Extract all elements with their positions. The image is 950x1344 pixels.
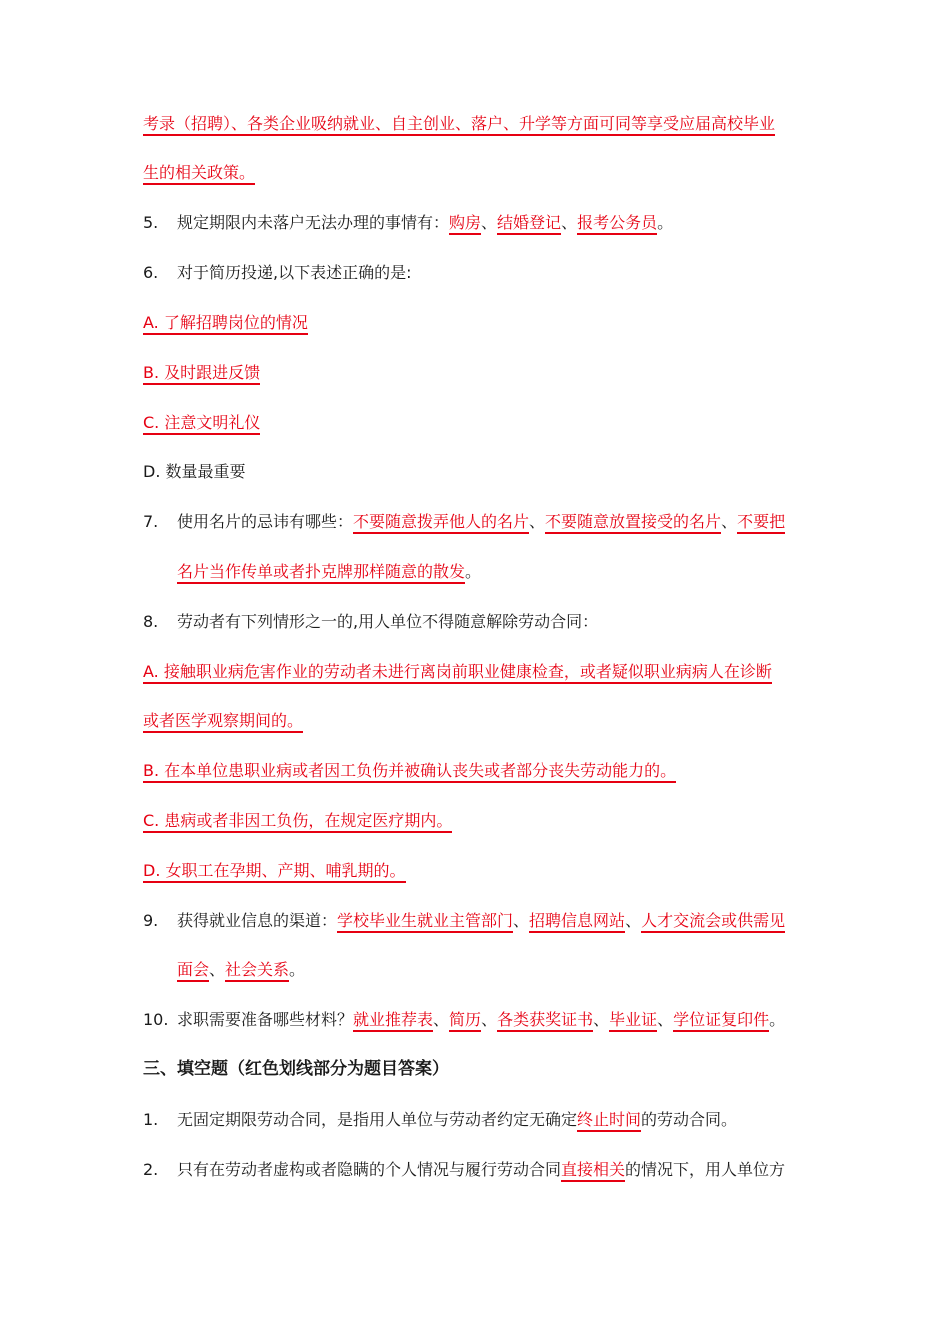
question-8: 8. 劳动者有下列情形之一的,用人单位不得随意解除劳动合同： xyxy=(143,612,599,631)
question-7: 7. 使用名片的忌讳有哪些：不要随意拨弄他人的名片、不要随意放置接受的名片、不要把 xyxy=(143,511,813,533)
question-6: 6. 对于简历投递,以下表述正确的是: xyxy=(143,263,412,282)
fill-question-2: 2. 只有在劳动者虚构或者隐瞒的个人情况与履行劳动合同直接相关的情况下，用人单位方 xyxy=(143,1159,813,1181)
answer: 就业推荐表 xyxy=(353,1010,433,1032)
q4-answer-line1: 考录（招聘）、各类企业吸纳就业、自主创业、落户、升学等方面可同等享受应届高校毕业 xyxy=(143,113,813,135)
question-9-cont: 面会、社会关系。 xyxy=(177,959,847,981)
answer: 招聘信息网站 xyxy=(529,911,625,933)
answer: 不要随意放置接受的名片 xyxy=(545,512,721,534)
fill-question-1: 1. 无固定期限劳动合同，是指用人单位与劳动者约定无确定终止时间的劳动合同。 xyxy=(143,1109,813,1131)
question-5: 5. 规定期限内未落户无法办理的事情有：购房、结婚登记、报考公务员。 xyxy=(143,212,813,234)
q8-option-a-line1: A. 接触职业病危害作业的劳动者未进行离岗前职业健康检查，或者疑似职业病病人在诊断 xyxy=(143,661,813,683)
answer: 直接相关 xyxy=(561,1160,625,1182)
q4-answer-line2: 生的相关政策。 xyxy=(143,162,813,184)
answer: 面会 xyxy=(177,960,209,982)
q6-option-c: C. 注意文明礼仪 xyxy=(143,412,813,434)
answer: 不要随意拨弄他人的名片 xyxy=(353,512,529,534)
question-7-cont: 名片当作传单或者扑克牌那样随意的散发。 xyxy=(177,561,847,583)
section-3-heading: 三、填空题（红色划线部分为题目答案） xyxy=(143,1059,449,1079)
question-10: 10. 求职需要准备哪些材料？就业推荐表、简历、各类获奖证书、毕业证、学位证复印件。 xyxy=(143,1009,813,1031)
q6-option-d: D. 数量最重要 xyxy=(143,462,246,481)
q8-option-d: D. 女职工在孕期、产期、哺乳期的。 xyxy=(143,860,813,882)
answer: 购房 xyxy=(449,213,481,235)
answer: 简历 xyxy=(449,1010,481,1032)
q6-option-b: B. 及时跟进反馈 xyxy=(143,362,813,384)
answer: 学位证复印件 xyxy=(673,1010,769,1032)
answer: 终止时间 xyxy=(577,1110,641,1132)
answer: 毕业证 xyxy=(609,1010,657,1032)
answer: 不要把 xyxy=(737,512,785,534)
q8-option-b: B. 在本单位患职业病或者因工负伤并被确认丧失或者部分丧失劳动能力的。 xyxy=(143,760,813,782)
question-9: 9. 获得就业信息的渠道：学校毕业生就业主管部门、招聘信息网站、人才交流会或供需见 xyxy=(143,910,813,932)
answer: 社会关系 xyxy=(225,960,289,982)
q8-option-c: C. 患病或者非因工负伤，在规定医疗期内。 xyxy=(143,810,813,832)
answer: 各类获奖证书 xyxy=(497,1010,593,1032)
answer: 报考公务员 xyxy=(577,213,657,235)
answer: 人才交流会或供需见 xyxy=(641,911,785,933)
answer: 名片当作传单或者扑克牌那样随意的散发 xyxy=(177,562,465,584)
answer: 学校毕业生就业主管部门 xyxy=(337,911,513,933)
q6-option-a: A. 了解招聘岗位的情况 xyxy=(143,312,813,334)
q8-option-a-line2: 或者医学观察期间的。 xyxy=(143,710,813,732)
answer: 结婚登记 xyxy=(497,213,561,235)
